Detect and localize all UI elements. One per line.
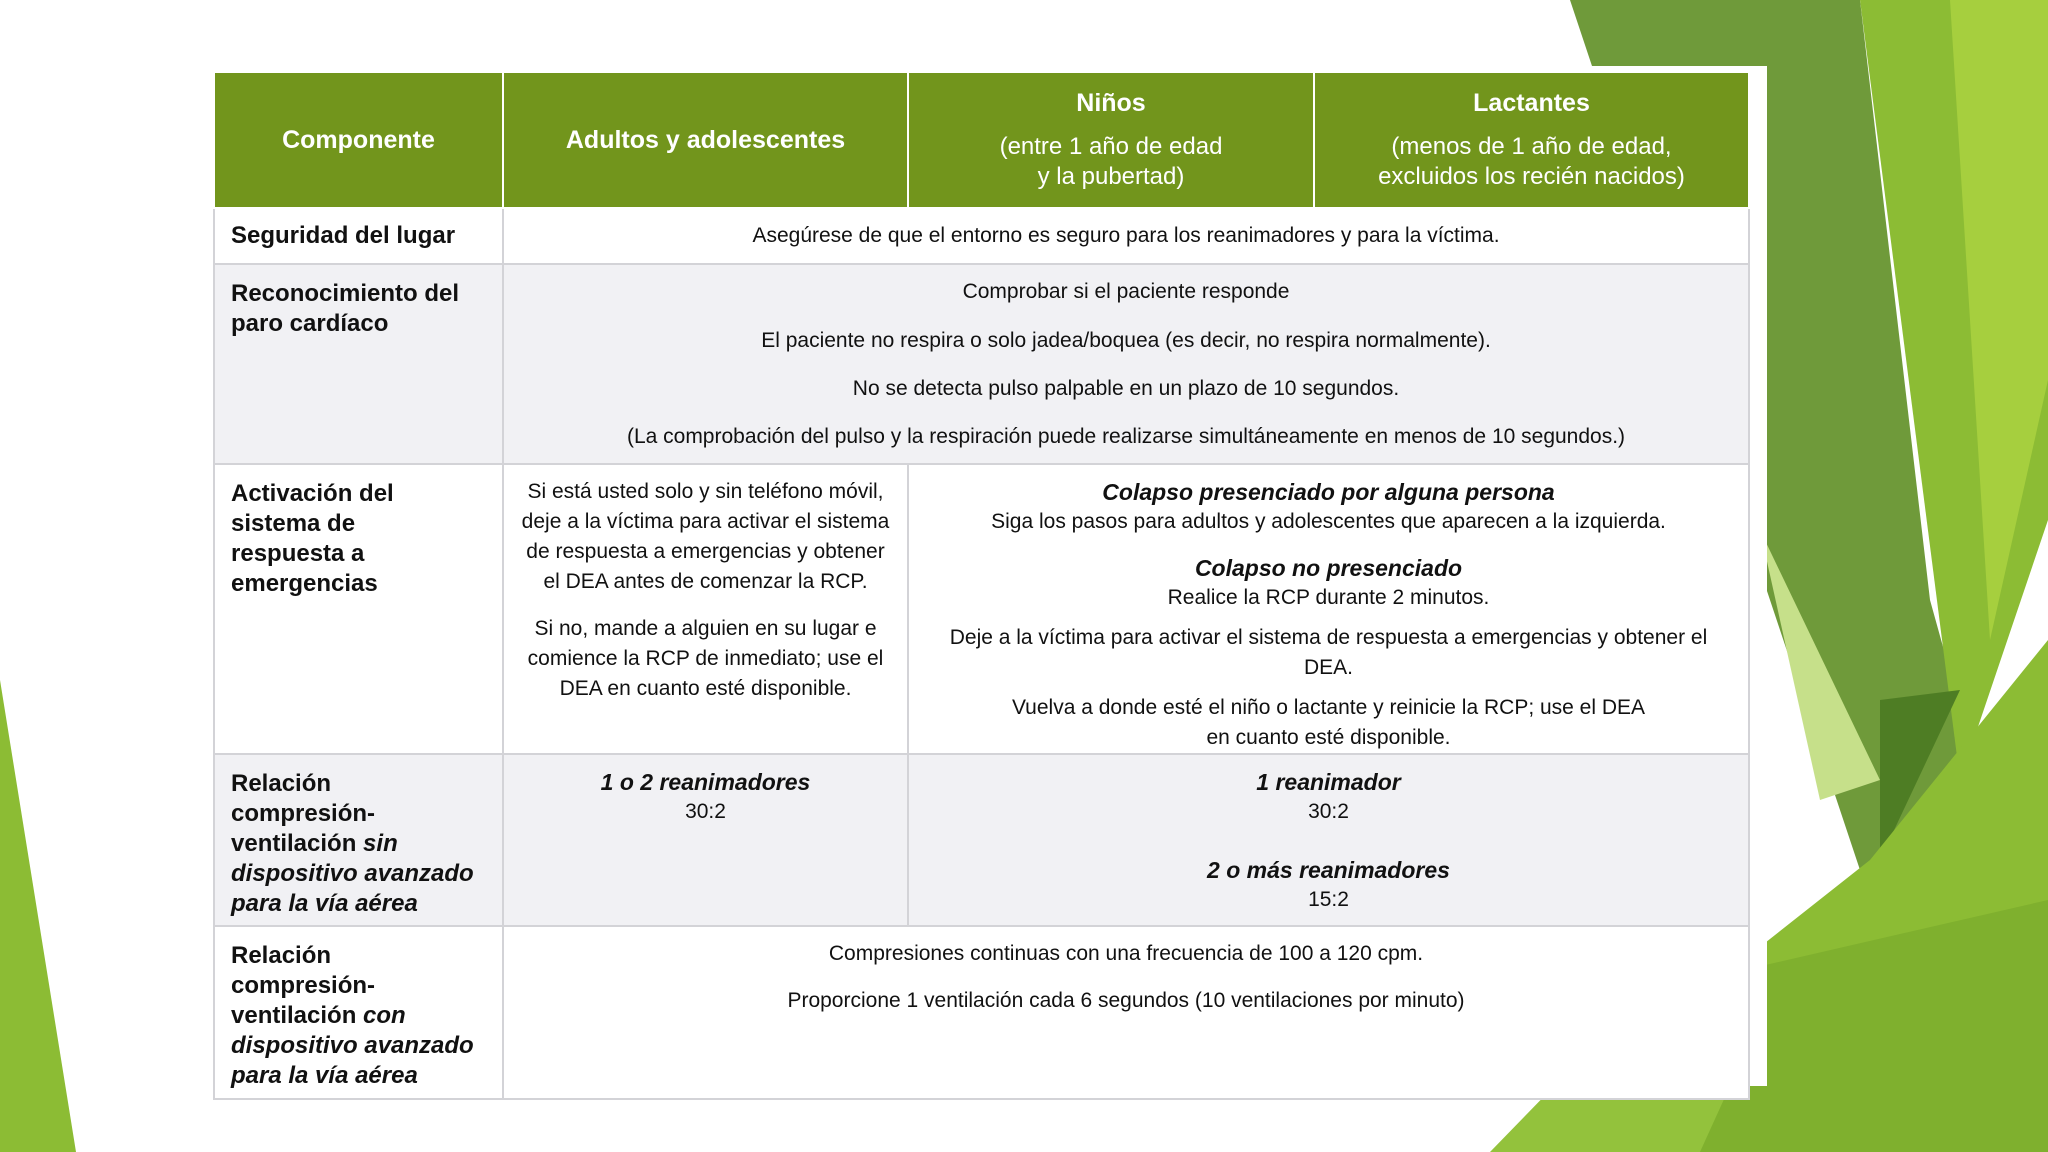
colapso-no-presenciado-text: Realice la RCP durante 2 minutos. <box>1167 586 1490 609</box>
dos-reanimadores-ratio: 15:2 <box>1308 888 1349 911</box>
left-green-facet <box>0 680 76 1152</box>
header-ninos-title: Niños <box>1076 89 1146 117</box>
con-dispositivo-line: Proporcione 1 ventilación cada 6 segundos (10 ventilaciones por minuto) <box>787 989 1465 1012</box>
header-ninos-subtitle: (entre 1 año de edad y la pubertad) <box>999 133 1223 190</box>
adultos-ratio: 30:2 <box>685 800 726 823</box>
header-lactantes-title: Lactantes <box>1473 89 1590 117</box>
sin-dispositivo-adultos <box>503 754 908 926</box>
colapso-no-presenciado-title: Colapso no presenciado <box>1194 555 1463 581</box>
header-adultos: Adultos y adolescentes <box>503 73 908 208</box>
row-con-dispositivo <box>214 926 1749 1099</box>
activacion-adultos <box>503 464 908 754</box>
reconocimiento-line: Comprobar si el paciente responde <box>962 280 1290 303</box>
reconocimiento-line: No se detecta pulso palpable en un plazo de 10 segundos. <box>852 377 1400 400</box>
reconocimiento-line: El paciente no respira o solo jadea/boquea (es decir, no respira normalmente). <box>761 329 1491 352</box>
dos-reanimadores-title: 2 o más reanimadores <box>1207 857 1450 883</box>
vuelva-text: Vuelva a donde esté el niño o lactante y reinicie la RCP; use el DEA en cuanto esté disponible. <box>1011 696 1646 749</box>
deje-text: Deje a la víctima para activar el sistema de respuesta a emergencias y obtener el DEA. <box>949 626 1708 679</box>
header-lactantes-subtitle: (menos de 1 año de edad, excluidos los recién nacidos) <box>1378 133 1685 190</box>
activacion-ninos-lactantes <box>908 464 1749 754</box>
row-label: Relación compresión- ventilación con dispositivo avanzado para la vía aérea <box>214 926 503 1099</box>
reconocimiento-line: (La comprobación del pulso y la respiración puede realizarse simultáneamente en menos de 10 segundos.) <box>626 425 1626 448</box>
un-reanimador-title: 1 reanimador <box>1256 769 1401 795</box>
row-activacion <box>214 464 1749 754</box>
row-reconocimiento <box>214 264 1749 464</box>
header-lactantes <box>1314 73 1749 208</box>
row-label: Reconocimiento del paro cardíaco <box>214 264 503 464</box>
cpr-components-table-panel <box>201 66 1767 1089</box>
con-dispositivo-content <box>503 926 1749 1099</box>
row-seguridad <box>214 208 1749 264</box>
cpr-components-table <box>213 73 1750 1100</box>
header-ninos <box>908 73 1314 208</box>
un-reanimador-ratio: 30:2 <box>1308 800 1349 823</box>
con-dispositivo-line: Compresiones continuas con una frecuencia de 100 a 120 cpm. <box>828 942 1424 965</box>
row-label: Relación compresión- ventilación sin dispositivo avanzado para la vía aérea <box>214 754 503 926</box>
table-header-row <box>214 73 1749 208</box>
row-sin-dispositivo <box>214 754 1749 926</box>
reconocimiento-content <box>503 264 1749 464</box>
row-label: Seguridad del lugar <box>214 208 503 264</box>
activacion-adultos-p1: Si está usted solo y sin teléfono móvil, deje a la víctima para activar el sistema de respuesta a emergencias y obtener el DEA antes de comenzar la RCP. <box>521 480 890 593</box>
activacion-adultos-p2: Si no, mande a alguien en su lugar e comience la RCP de inmediato; use el DEA en cuanto esté disponible. <box>527 617 884 700</box>
seguridad-text: Asegúrese de que el entorno es seguro para los reanimadores y para la víctima. <box>503 208 1749 264</box>
adultos-reanimadores-title: 1 o 2 reanimadores <box>600 769 811 795</box>
colapso-presenciado-text: Siga los pasos para adultos y adolescentes que aparecen a la izquierda. <box>991 510 1666 533</box>
header-componente: Componente <box>214 73 503 208</box>
sin-dispositivo-ninos-lactantes <box>908 754 1749 926</box>
row-label: Activación del sistema de respuesta a emergencias <box>214 464 503 754</box>
colapso-presenciado-title: Colapso presenciado por alguna persona <box>1102 479 1555 505</box>
